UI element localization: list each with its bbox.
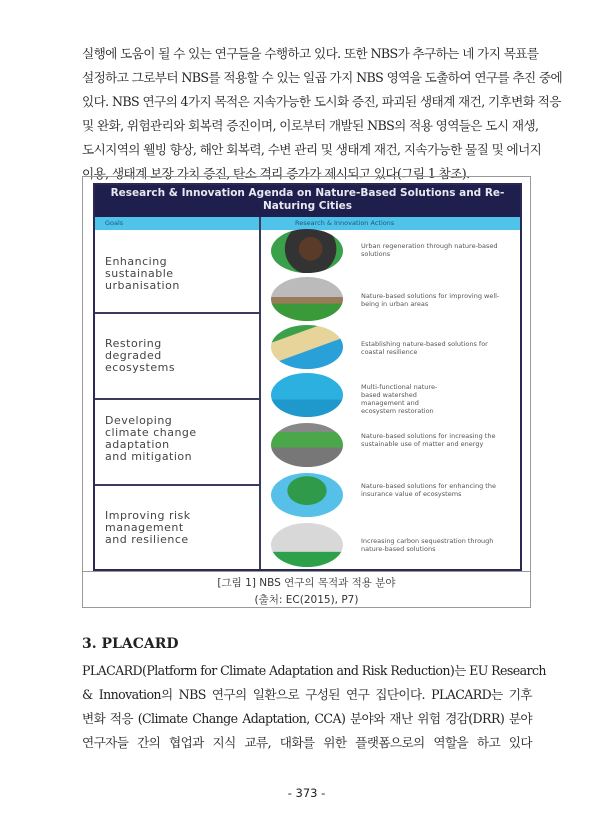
caption-divider bbox=[83, 571, 530, 572]
action-label: Establishing nature-based solutions for coastal resilience bbox=[361, 340, 488, 356]
goal-cell bbox=[95, 486, 259, 571]
goal-cell bbox=[95, 400, 259, 486]
column-divider bbox=[259, 217, 261, 569]
goal-label: Developing climate change adaptation and mitigation bbox=[105, 414, 197, 463]
watershed-illustration bbox=[271, 373, 343, 417]
goal-cell bbox=[95, 230, 259, 314]
coastal-illustration bbox=[271, 325, 343, 369]
figure-image bbox=[93, 183, 522, 571]
paragraph-line: PLACARD(Platform for Climate Adaptation and Risk Reduction)는 EU Research bbox=[82, 663, 546, 678]
action-label: Nature-based solutions for enhancing the insurance value of ecosystems bbox=[361, 482, 496, 498]
goal-label: Restoring degraded ecosystems bbox=[105, 337, 176, 374]
well-being-illustration bbox=[271, 277, 343, 321]
section-heading: 3. PLACARD bbox=[82, 636, 179, 652]
action-label: Nature-based solutions for improving well-being in urban areas bbox=[361, 292, 500, 308]
paragraph-line: 변화 적응 (Climate Change Adaptation, CCA) 분야와 재난 위험 경감(DRR) 분야 bbox=[82, 711, 532, 726]
paragraph-line: 및 완화, 위험관리와 회복력 증진이며, 이로부터 개발된 NBS의 적용 영역들은 도시 재생, bbox=[82, 118, 539, 133]
goal-cell bbox=[95, 314, 259, 400]
figure-caption: [그림 1] NBS 연구의 목적과 적용 분야 bbox=[217, 577, 396, 589]
tree-illustration bbox=[271, 523, 343, 567]
goal-label: Improving risk management and resilience bbox=[105, 509, 191, 546]
action-label: Multi-functional nature-based watershed management and ecosystem restoration bbox=[361, 383, 438, 415]
figure-title: Research & Innovation Agenda on Nature-Based Solutions and Re-Naturing Cities bbox=[95, 185, 520, 217]
paragraph-line: 이용, 생태계 보장 가치 증진, 탄소 격리 증가가 제시되고 있다(그림 1 참조). bbox=[82, 166, 470, 181]
paragraph-line: 도시지역의 웰빙 향상, 해안 회복력, 수변 관리 및 생태계 재건, 지속가능한 물질 및 에너지 bbox=[82, 142, 542, 157]
actions-header: Research & Innovation Actions bbox=[295, 219, 395, 227]
paragraph-line: 연구자들 간의 협업과 지식 교류, 대화를 위한 플랫폼으로의 역할을 하고 있다 bbox=[82, 735, 532, 750]
action-label: Nature-based solutions for increasing the sustainable use of matter and energy bbox=[361, 432, 496, 448]
paragraph-line: 있다. NBS 연구의 4가지 목적은 지속가능한 도시화 증진, 파괴된 생태계 재건, 기후변화 적응 bbox=[82, 94, 561, 109]
goals-header: Goals bbox=[105, 219, 124, 227]
green-roof-illustration bbox=[271, 423, 343, 467]
action-label: Increasing carbon sequestration through nature-based solutions bbox=[361, 537, 494, 553]
page-number: - 373 - bbox=[287, 786, 326, 800]
paragraph-line: & Innovation의 NBS 연구의 일환으로 구성된 연구 집단이다. PLACARD는 기후 bbox=[82, 687, 532, 702]
action-label: Urban regeneration through nature-based solutions bbox=[361, 242, 498, 258]
paragraph-line: 설정하고 그로부터 NBS를 적용할 수 있는 일곱 가지 NBS 영역을 도출하여 연구를 추진 중에 bbox=[82, 70, 563, 85]
umbrella-illustration bbox=[271, 473, 343, 517]
goal-label: Enhancing sustainable urbanisation bbox=[105, 255, 180, 292]
figure bbox=[82, 176, 531, 608]
paragraph-line: 실행에 도움이 될 수 있는 연구들을 수행하고 있다. 또한 NBS가 추구하는 네 가지 목표를 bbox=[82, 46, 539, 61]
urban-regeneration-illustration bbox=[271, 229, 343, 273]
figure-source: (출처: EC(2015), P7) bbox=[254, 594, 359, 606]
